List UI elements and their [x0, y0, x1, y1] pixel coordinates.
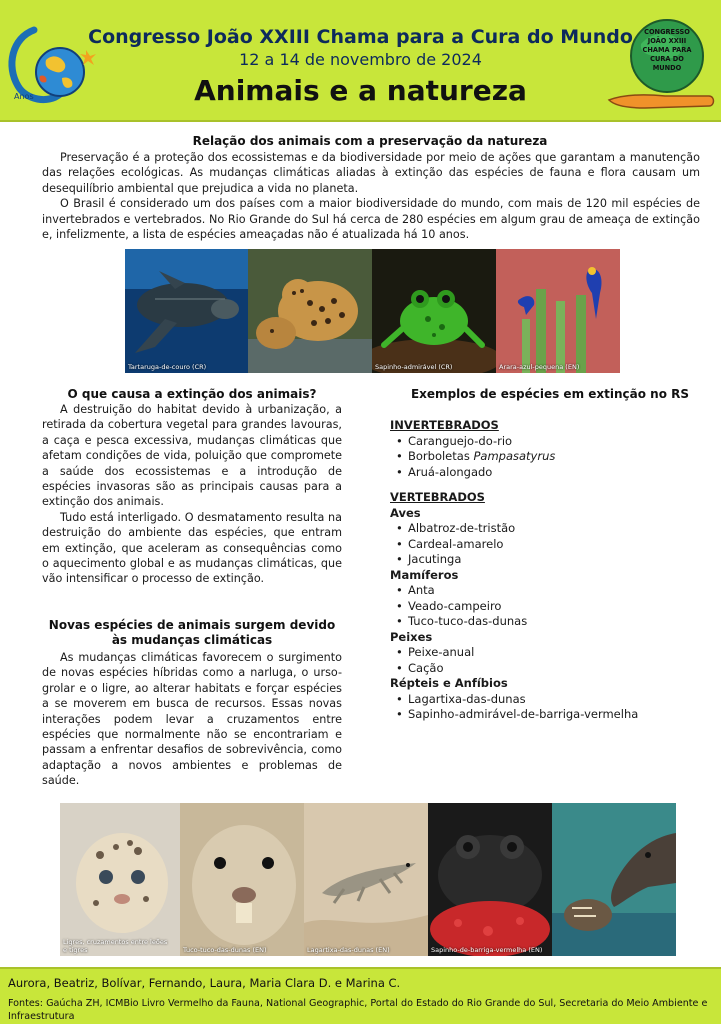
photo-blue-macaw	[496, 249, 620, 373]
list-item: • Anta	[390, 583, 710, 599]
list-item: • Peixe-anual	[390, 645, 710, 661]
list-item: • Sapinho-admirável-de-barriga-vermelha	[390, 707, 710, 723]
globe-logo-text: CONGRESSO JOÃO XXIII CHAMA PARA CURA DO MUNDO	[642, 28, 692, 72]
photo-tuco-tuco	[180, 803, 304, 956]
photo-liger-cub	[60, 803, 180, 956]
intro-paragraph-2: O Brasil é considerado um dos países com a maior biodiversidade do mundo, com mais de 120 mil espécies de invertebrados e vertebrados. No Rio Grande do Sul há cerca de 280 espécies em algum grau de ameaça de extinção e, infelizmente, a lista de espécies ameaçadas não é atualizada há 10 anos.	[42, 197, 700, 242]
photo-caption: Tuco-tuco-das-dunas (EN)	[183, 946, 267, 954]
causes-paragraph-2: Tudo está interligado. O desmatamento resulta na destruição do ambiente das espécies, que entram em extinção, que aceleram as consequências como o aquecimento global e as mudanças climáticas, que vão intensificar o processo de extinção.	[42, 510, 342, 586]
list-item: • Caranguejo-do-rio	[390, 434, 710, 450]
photo-caption: Sapinho-admirável (CR)	[375, 363, 453, 371]
header-banner	[0, 0, 721, 122]
list-item: • Lagartixa-das-dunas	[390, 692, 710, 708]
blue-macaw-icon	[496, 249, 620, 373]
photo-caption: Tartaruga-de-couro (CR)	[128, 363, 207, 371]
liger-cub-icon	[60, 803, 180, 956]
red-belly-toad-icon	[428, 803, 552, 956]
group-heading-fish: Peixes	[390, 629, 433, 644]
group-heading-mammals: Mamíferos	[390, 567, 459, 582]
photo-red-belly-toad	[428, 803, 552, 956]
new-species-section-body	[42, 650, 342, 789]
photo-caption: Ligres, cruzamentos entre leões e tigres	[63, 938, 168, 954]
list-item: • Aruá-alongado	[390, 465, 710, 481]
green-frog-icon	[372, 249, 496, 373]
list-item: • Cação	[390, 661, 710, 677]
list-item: • Tuco-tuco-das-dunas	[390, 614, 710, 630]
causes-section-title: O que causa a extinção dos animais?	[67, 387, 317, 401]
list-item: • Veado-campeiro	[390, 599, 710, 615]
photo-tapir	[552, 803, 676, 956]
list-item: • Jacutinga	[390, 552, 710, 568]
butterfly-genus: Pampasatyrus	[473, 449, 556, 463]
sea-turtle-icon	[125, 249, 248, 373]
photo-caption: Sapinho-de-barriga-vermelha (EN)	[431, 946, 543, 954]
examples-section-title: Exemplos de espécies em extinção no RS	[410, 387, 690, 401]
new-species-paragraph: As mudanças climáticas favorecem o surgimento de novas espécies híbridas como a narluga, o urso-grolar e o ligre, ao alterar habitats e forçar espécies a se moverem em busca de recursos. Essas novas interações podem levar a cruzamentos entre espécies que normalmente não se encontrariam e passam a enfrentar desafios de sobrevivência, como adaptação a novos ambientes e problemas de saúde.	[42, 651, 342, 788]
congress-title: Congresso João XXIII Chama para a Cura do Mundo	[88, 26, 633, 48]
authors-line: Aurora, Beatriz, Bolívar, Fernando, Laura, Maria Clara D. e Marina C.	[8, 976, 401, 990]
logo-years-label: Anos	[14, 92, 34, 101]
tapir-icon	[552, 803, 676, 956]
photo-jaguar	[248, 249, 372, 373]
group-heading-reptiles-amphibians: Répteis e Anfíbios	[390, 676, 508, 690]
intro-section-body	[42, 150, 700, 242]
congress-globe-hand-logo	[605, 14, 717, 114]
butterflies-label: Borboletas	[408, 449, 474, 463]
intro-paragraph-1: Preservação é a proteção dos ecossistemas e da biodiversidade por meio de ações que garantam a manutenção das relações ecológicas. As mudanças climáticas aliadas à extinção das espécies de fauna e flora causam um desequilíbrio ambiental que prejudica a vida no planeta.	[42, 151, 700, 195]
new-species-section-title: Novas espécies de animais surgem devido às mudanças climáticas	[48, 618, 336, 647]
list-item: • Cardeal-amarelo	[390, 537, 710, 553]
endangered-species-list	[390, 418, 710, 723]
congress-dates: 12 a 14 de novembro de 2024	[239, 50, 482, 69]
photo-sea-turtle	[125, 249, 248, 373]
causes-section-body	[42, 402, 342, 587]
intro-section-title: Relação dos animais com a preservação da natureza	[192, 134, 548, 148]
poster-theme-title: Animais e a natureza	[194, 74, 527, 107]
jaguar-icon	[248, 249, 372, 373]
bottom-photo-strip	[60, 803, 676, 956]
sources-line: Fontes: Gaúcha ZH, ICMBio Livro Vermelho da Fauna, National Geographic, Portal do Estado do Rio Grande do Sul, Secretaria do Meio Ambiente e Infraestrutura	[8, 998, 708, 1022]
photo-green-frog	[372, 249, 496, 373]
photo-lizard	[304, 803, 428, 956]
list-item	[390, 449, 710, 465]
causes-paragraph-1: A destruição do habitat devido à urbanização, a retirada da cobertura vegetal para grandes lavouras, a caça e pesca excessiva, mudanças climáticas que afetam condições de vida, poluição que compromete a saúde dos ecossistemas e a introdução de espécies invasoras são as principais causas para a extinção dos animais.	[42, 403, 342, 509]
top-photo-strip	[125, 249, 620, 373]
footer-banner	[0, 967, 721, 1024]
invertebrates-heading: INVERTEBRADOS	[390, 418, 499, 432]
tuco-tuco-icon	[180, 803, 304, 956]
lizard-icon	[304, 803, 428, 956]
list-item: • Albatroz-de-tristão	[390, 521, 710, 537]
group-heading-birds: Aves	[390, 505, 421, 520]
vertebrates-heading: VERTEBRADOS	[390, 490, 485, 504]
photo-caption: Lagartixa-das-dunas (EN)	[307, 946, 390, 954]
photo-caption: Arara-azul-pequena (EN)	[499, 363, 580, 371]
